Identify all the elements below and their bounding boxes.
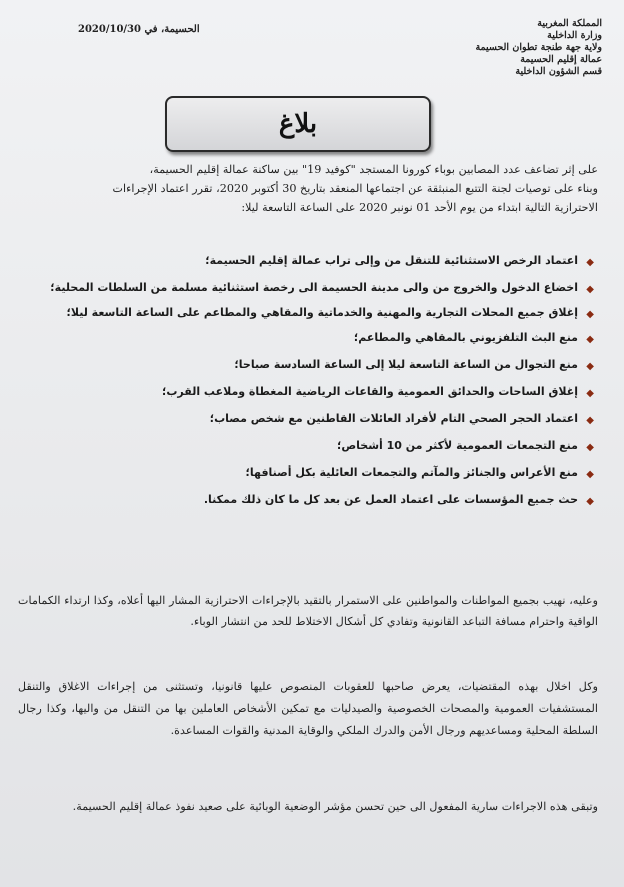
measure-text: منع التجوال من الساعة التاسعة ليلا إلى الساعة السادسة صباحا؛ [234, 358, 578, 371]
authority-line: عمالة إقليم الحسيمة [520, 54, 602, 65]
bullet-icon: ◆ [586, 469, 594, 480]
measure-text: منع الأعراس والجنائز والمآتم والتجمعات العائلية بكل أصنافها؛ [245, 466, 578, 479]
list-item [18, 328, 594, 348]
list-item [18, 490, 594, 510]
appeal-paragraph: وعليه، نهيب بجميع المواطنات والمواطنين على الاستمرار بالتقيد بالإجراءات الاحترازية المشار اليها أعلاه، وكذا ارتداء الكمامات الواقية واحترام مسافة التباعد القانونية وتفادي كل أشكال الاختلاط للحد من انتشار الوباء. [18, 594, 598, 628]
validity-paragraph: وتبقى هذه الاجراءات سارية المفعول الى حين تحسن مؤشر الوضعية الوبائية على صعيد نفوذ عمالة إقليم الحسيمة. [72, 800, 598, 813]
intro-line: على إثر تضاعف عدد المصابين بوباء كورونا المستجد "كوفيد 19" بين ساكنة عمالة إقليم الحسيمة، [149, 163, 598, 176]
measure-text: اخضاع الدخول والخروج من والى مدينة الحسيمة الى رخصة استثنائية مسلمة من السلطات المحلية؛ [50, 281, 578, 294]
authority-line: قسم الشؤون الداخلية [515, 66, 602, 77]
bullet-icon: ◆ [586, 334, 594, 345]
bullet-icon: ◆ [586, 361, 594, 372]
authority-line: ولاية جهة طنجة تطوان الحسيمة [475, 42, 602, 53]
list-item [18, 382, 594, 402]
measure-text: اعتماد الرخص الاستثنائية للتنقل من وإلى تراب عمالة إقليم الحسيمة؛ [205, 254, 578, 267]
authority-line: المملكة المغربية [537, 18, 602, 29]
bullet-icon: ◆ [586, 442, 594, 453]
list-item [18, 303, 594, 323]
bullet-icon: ◆ [586, 284, 594, 295]
intro-paragraph [18, 160, 598, 217]
bullet-icon: ◆ [586, 388, 594, 399]
measures-list [18, 251, 594, 517]
list-item [18, 355, 594, 375]
bullet-icon: ◆ [586, 309, 594, 320]
measure-text: اعتماد الحجر الصحي التام لأفراد العائلات القاطنين مع شخص مصاب؛ [209, 412, 578, 425]
intro-line: وبناء على توصيات لجنة التتبع المنبثقة عن اجتماعها المنعقد بتاريخ 30 أكتوبر 2020، تقرر اعتماد الإجراءات [112, 182, 598, 195]
issuing-authority-block [402, 18, 602, 78]
measure-text: إغلاق جميع المحلات التجارية والمهنية والخدماتية والمقاهي والمطاعم على الساعة التاسعة ليلا؛ [66, 306, 578, 319]
measure-text: منع التجمعات العمومية لأكثر من 10 أشخاص؛ [336, 439, 578, 452]
list-item [18, 251, 594, 271]
title-box [165, 96, 431, 152]
intro-line: الاحترازية التالية ابتداء من يوم الأحد 01 نونبر 2020 على الساعة التاسعة ليلا: [241, 201, 598, 214]
list-item [18, 463, 594, 483]
place-date: الحسيمة، في 2020/10/30 [78, 24, 200, 35]
measure-text: إغلاق الساحات والحدائق العمومية والقاعات الرياضية المغطاة وملاعب القرب؛ [161, 385, 578, 398]
list-item [18, 409, 594, 429]
list-item [18, 436, 594, 456]
measure-text: حث جميع المؤسسات على اعتماد العمل عن بعد كل ما كان ذلك ممكنا. [203, 493, 578, 506]
bullet-icon: ◆ [586, 257, 594, 268]
bullet-icon: ◆ [586, 415, 594, 426]
document-title: بلاغ [278, 109, 318, 139]
authority-line: وزارة الداخلية [547, 30, 602, 41]
list-item [18, 278, 594, 298]
penalty-paragraph: وكل اخلال بهذه المقتضيات، يعرض صاحبها للعقوبات المنصوص عليها قانونيا، وتستثنى من إجراءات الاغلاق والتنقل المستشفيات العمومية والمصحات الخصوصية والصيدليات مع تمكين الأشخاص العاملين بها من التنقل من واليها، وكذا رجال السلطة المحلية ومساعديهم ورجال الأمن والدرك الملكي والوقاية المدنية والقوات المساعدة. [18, 680, 598, 737]
measure-text: منع البث التلفزيوني بالمقاهي والمطاعم؛ [353, 331, 578, 344]
bullet-icon: ◆ [586, 496, 594, 507]
